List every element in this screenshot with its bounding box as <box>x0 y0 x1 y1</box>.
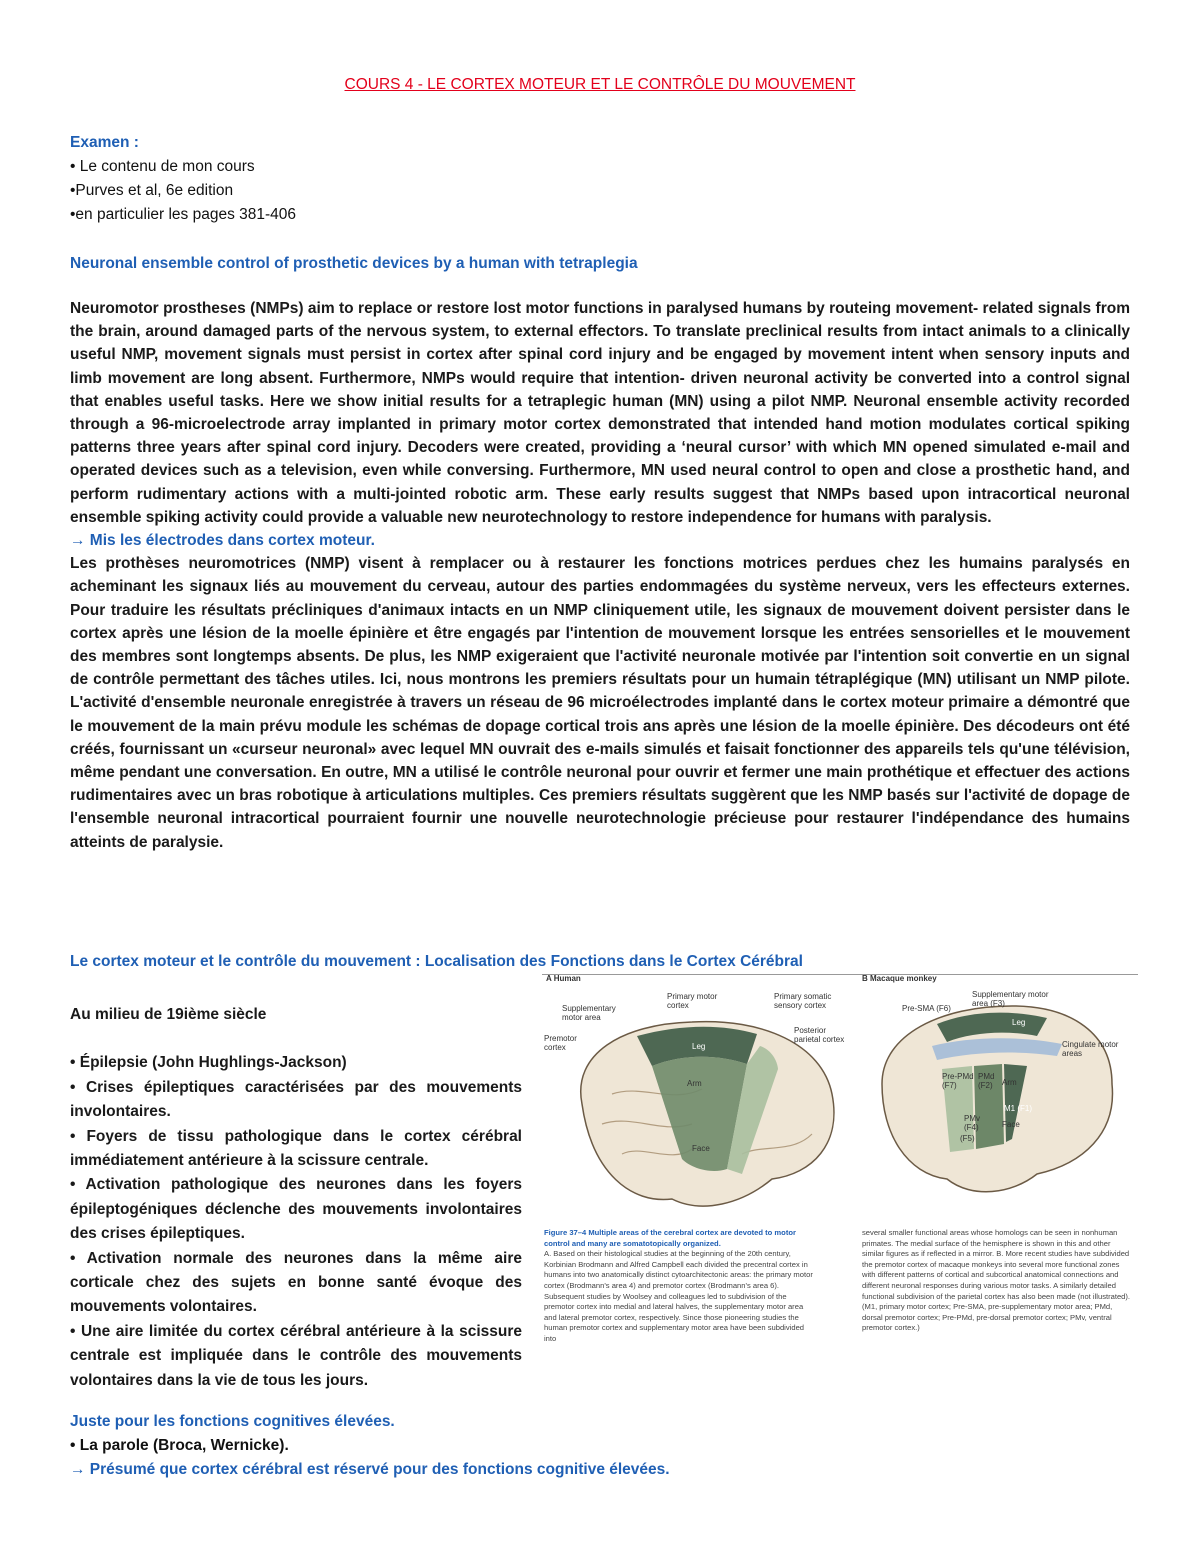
panel-a-label: A Human <box>546 974 581 983</box>
french-abstract: Les prothèses neuromotrices (NMP) visent à remplacer ou à restaurer les fonctions motrices perdues chez les humains paralysés en acheminant les signaux liés au mouvement du cerveau, autour des parties endommagées du système nerveux, vers les effecteurs externes. Pour traduire les résultats précliniques d'animaux intacts en un NMP cliniquement utile, les signaux de mouvement doivent persister dans le cortex après une lésion de la moelle épinière et être engagés par l'intention de mouvement lorsque les entrées sensorielles et le mouvement des membres sont longtemps absents. De plus, les NMP exigeraient que l'activité neuronale motivée par l'intention soit convertie en un signal de contrôle permettant des tâches utiles. Ici, nous montrons les premiers résultats pour un humain tétraplégique (MN) utilisant un NMP pilote. L'activité d'ensemble neuronale enregistrée à travers un réseau de 96 microélectrodes implanté dans le cortex moteur primaire a démontré que le mouvement de la main prévu module les schémas de dopage cortical trois ans après une lésion de la moelle épinière. Des décodeurs ont été créés, fournissant un «curseur neuronal» avec lequel MN ouvrait des e-mails simulés et faisait fonctionner des appareils tels qu'une télévision, même pendant une conversation. En outre, MN a utilisé le contrôle neuronal pour ouvrir et fermer une main prothétique et effectuer des actions rudimentaires avec un bras robotique à articulations multiples. Ces premiers résultats suggèrent que les NMP basés sur l'activité de dopage de l'ensemble neuronal intracortical pourraient fournir une nouvelle neurotechnologie précieuse pour restaurer l'indépendance des humains atteints de paralysie. <box>70 555 1130 851</box>
figure-caption-a: A. Based on their histological studies at the beginning of the 20th century, Korbinian Brodmann and Alfred Campbell each divided the precentral cortex in humans into two anatomically distinct cytoarchitectonic areas: the primary motor cortex (Brodmann's area 4) and premotor cortex (Brodmann's area 6). Subsequent studies by Woolsey and colleagues led to subdivision of the premotor cortex into medial and lateral halves, the supplementary motor area and lateral premotor cortex, respectively. Since those pioneering studies the human premotor cortex and supplementary motor area have been subdivided into <box>544 1249 813 1343</box>
bullet-item: • Épilepsie (John Hughlings-Jackson) <box>70 1054 347 1072</box>
brain-label: Face <box>1002 1120 1020 1129</box>
brain-label: PMd (F2) <box>978 1072 995 1090</box>
arrow-note-cognitive: → Présumé que cortex cérébral est réservé pour des fonctions cognitive élevées. <box>70 1461 670 1478</box>
brain-label: Pre-SMA (F6) <box>902 1004 951 1013</box>
motor-cortex-figure <box>542 974 1138 1394</box>
bottom-notes <box>70 1410 1130 1482</box>
speech-bullet: • La parole (Broca, Wernicke). <box>70 1437 289 1454</box>
brain-label: Primary somatic sensory cortex <box>774 992 832 1010</box>
blue-note: Juste pour les fonctions cognitives élevées. <box>70 1413 395 1430</box>
exam-heading: Examen : <box>70 134 139 151</box>
panel-b-label: B Macaque monkey <box>862 974 937 983</box>
bullet-item: • Une aire limitée du cortex cérébral antérieure à la scissure centrale est impliquée dans le contrôle des mouvements volontaires dans la vie de tous les jours. <box>70 1322 522 1389</box>
brain-label: Primary motor cortex <box>667 992 718 1010</box>
section-heading-localisation: Le cortex moteur et le contrôle du mouvement : Localisation des Fonctions dans le Cortex Cérébral <box>70 953 803 970</box>
figure-caption-left <box>544 1228 814 1345</box>
exam-block <box>70 131 296 227</box>
figure-divider <box>542 974 1138 975</box>
brain-label: Pre-PMd (F7) <box>942 1072 974 1090</box>
brain-label: Posterior parietal cortex <box>794 1026 845 1044</box>
century-subheading: Au milieu de 19ième siècle <box>70 1006 267 1023</box>
brain-label: Cingulate motor areas <box>1062 1040 1119 1058</box>
bullet-item: • Crises épileptiques caractérisées par des mouvements involontaires. <box>70 1078 522 1121</box>
brain-label: Supplementary motor area (F3) <box>972 990 1049 1008</box>
human-brain-icon <box>581 1022 834 1206</box>
bullet-item: • Activation normale des neurones dans la même aire corticale chez des sujets en bonne santé évoque des mouvements volontaires. <box>70 1249 522 1316</box>
document-title: COURS 4 - LE CORTEX MOTEUR ET LE CONTRÔLE DU MOUVEMENT <box>344 76 856 93</box>
brain-label: Premotor cortex <box>544 1034 577 1052</box>
brain-label: Face <box>692 1144 710 1153</box>
figure-caption-right: several smaller functional areas whose homologs can be seen in nonhuman primates. The medial surface of the hemisphere is shown in this and other similar figures as if reflected in a mirror. B. More recent studies have subdivided the premotor cortex of macaque monkeys into several more functional zones with different patterns of cortical and subcortical anatomical connections and different neuronal responses during various motor tasks. A similarly detailed functional subdivision of the parietal cortex has also been made (not illustrated). (M1, primary motor cortex; Pre-SMA, pre-supplementary motor area; PMd, dorsal premotor cortex; Pre-PMd, pre-dorsal premotor cortex; PMv, ventral premotor cortex.) <box>862 1228 1131 1333</box>
brain-label: Leg <box>1012 1018 1026 1027</box>
exam-item: •en particulier les pages 381-406 <box>70 206 297 223</box>
brain-label: Leg <box>692 1042 706 1051</box>
figure-caption-heading: Figure 37–4 Multiple areas of the cerebral cortex are devoted to motor control and many are somatotopically organized. <box>544 1228 796 1248</box>
exam-item: • Le contenu de mon cours <box>70 158 255 175</box>
history-column <box>70 1003 522 1393</box>
brain-label: Arm <box>687 1079 702 1088</box>
arrow-note-electrodes: → Mis les électrodes dans cortex moteur. <box>70 532 375 550</box>
brain-label: M1 (F1) <box>1004 1104 1032 1113</box>
brain-label: Arm <box>1002 1078 1017 1087</box>
bullet-item: • Foyers de tissu pathologique dans le cortex cérébral immédiatement antérieure à la scissure centrale. <box>70 1127 522 1170</box>
section1-body <box>70 297 1130 854</box>
macaque-brain-icon <box>882 1006 1112 1192</box>
bullet-item: • Activation pathologique des neurones dans les foyers épileptogéniques déclenche des mouvements involontaires des crises épileptiques. <box>70 1176 522 1243</box>
section-heading-prosthetics: Neuronal ensemble control of prosthetic devices by a human with tetraplegia <box>70 255 638 272</box>
english-abstract: Neuromotor prostheses (NMPs) aim to replace or restore lost motor functions in paralysed humans by routeing movement- related signals from the brain, around damaged parts of the nervous system, to external effectors. To translate preclinical results from intact animals to a clinically useful NMP, movement signals must persist in cortex after spinal cord injury and be engaged by movement intent when sensory inputs and limb movement are long absent. Furthermore, NMPs would require that intention- driven neuronal activity be converted into a control signal that enables useful tasks. Here we show initial results for a tetraplegic human (MN) using a pilot NMP. Neuronal ensemble activity recorded through a 96-microelectrode array implanted in primary motor cortex demonstrated that intended hand motion modulates cortical spiking patterns three years after spinal cord injury. Decoders were created, providing a ‘neural cursor’ with which MN opened simulated e-mail and operated devices such as a television, even while conversing. Furthermore, MN used neural control to open and close a prosthetic hand, and perform rudimentary actions with a multi-jointed robotic arm. These early results suggest that NMPs based upon intracortical neuronal ensemble spiking activity could provide a valuable new neurotechnology to restore independence for humans with paralysis. <box>70 300 1130 526</box>
exam-item: •Purves et al, 6e edition <box>70 182 234 199</box>
brain-label: (F5) <box>960 1134 975 1143</box>
brain-label: PMv (F4) <box>964 1114 980 1132</box>
brain-label: Supplementary motor area <box>562 1004 616 1022</box>
